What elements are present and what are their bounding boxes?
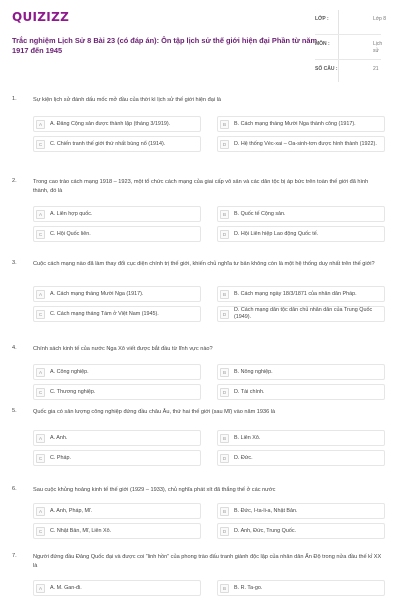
option-text: A. Công nghiệp. [50, 368, 89, 375]
meta-count-value: 21 [373, 66, 379, 72]
answer-option-b[interactable] [217, 364, 385, 380]
option-letter-badge: C [36, 527, 45, 536]
answer-option-c[interactable] [33, 384, 201, 400]
question-text: Sự kiện lịch sử đánh dấu mốc mở đầu của thời kì lịch sử thế giới hiện đại là [33, 97, 221, 103]
option-text: D. Đức. [234, 454, 253, 461]
option-text: D. Anh, Đức, Trung Quốc. [234, 527, 297, 534]
option-text: C. Hội Quốc liên. [50, 230, 91, 237]
meta-subject-label: MÔN : [315, 41, 330, 47]
option-letter-badge: D [220, 140, 229, 149]
answer-option-c[interactable] [33, 450, 201, 466]
answer-option-a[interactable] [33, 206, 201, 222]
answer-option-c[interactable] [33, 226, 201, 242]
meta-class-label: LỚP : [315, 16, 329, 22]
option-letter-badge: A [36, 120, 45, 129]
option-letter-badge: B [220, 290, 229, 299]
answer-option-c[interactable] [33, 523, 201, 539]
option-letter-badge: D [220, 230, 229, 239]
question-number: 4. [12, 345, 17, 351]
option-letter-badge: A [36, 584, 45, 593]
option-letter-badge: C [36, 230, 45, 239]
option-text: C. Nhật Bản, Mĩ, Liên Xô. [50, 527, 112, 534]
meta-class-value: Lớp 8 [373, 16, 387, 22]
option-letter-badge: A [36, 210, 45, 219]
option-letter-badge: D [220, 310, 229, 319]
answer-option-a[interactable] [33, 116, 201, 132]
question-number: 1. [12, 96, 17, 102]
option-letter-badge: A [36, 434, 45, 443]
answer-option-a[interactable] [33, 286, 201, 302]
option-text: A. Anh. [50, 434, 68, 441]
meta-subject-value: Lịch sử [373, 41, 383, 54]
option-text: C. Cách mạng tháng Tám ở Việt Nam (1945). [50, 310, 159, 317]
answer-option-d[interactable] [217, 306, 385, 322]
question-number: 2. [12, 178, 17, 184]
worksheet-title: Trắc nghiệm Lịch Sử 8 Bài 23 (có đáp án): Ôn tập lịch sử thế giới hiện đại Phần từ năm 1917 đến 1945 [12, 36, 318, 55]
option-letter-badge: B [220, 210, 229, 219]
answer-option-d[interactable] [217, 226, 385, 242]
meta-count-label: SỐ CÂU : [315, 66, 338, 72]
option-text: B. Đức, I-ta-li-a, Nhật Bản. [234, 507, 298, 514]
option-text: A. M. Gan-đi. [50, 584, 82, 591]
answer-option-b[interactable] [217, 503, 385, 519]
option-text: B. Cách mạng ngày 18/3/1871 của nhân dân Pháp. [234, 290, 357, 297]
option-letter-badge: A [36, 368, 45, 377]
answer-option-c[interactable] [33, 306, 201, 322]
question-text: Quốc gia có sản lượng công nghiệp đứng đầu châu Âu, thứ hai thế giới (sau Mĩ) vào năm 1936 là [33, 409, 276, 415]
option-letter-badge: C [36, 140, 45, 149]
answer-option-a[interactable] [33, 503, 201, 519]
question-number: 5. [12, 408, 17, 414]
option-text: A. Cách mạng tháng Mười Nga (1917). [50, 290, 144, 297]
answer-option-d[interactable] [217, 136, 385, 152]
option-text: B. R. Ta-go. [234, 584, 263, 591]
question-text: Chính sách kinh tế của nước Nga Xô viết được bắt đầu từ lĩnh vực nào? [33, 346, 213, 352]
option-text: A. Liên hợp quốc. [50, 210, 93, 217]
option-letter-badge: B [220, 120, 229, 129]
answer-option-a[interactable] [33, 364, 201, 380]
option-text: C. Chiến tranh thế giới thứ nhất bùng nổ (1914). [50, 140, 166, 147]
quizizz-logo: QUIZIZZ [12, 10, 70, 24]
answer-option-d[interactable] [217, 523, 385, 539]
answer-option-b[interactable] [217, 430, 385, 446]
answer-option-b[interactable] [217, 206, 385, 222]
option-text: D. Tài chính. [234, 388, 265, 395]
meta-divider [315, 34, 381, 35]
option-text: C. Thương nghiệp. [50, 388, 96, 395]
question-text: Người đứng đầu Đảng Quốc đại và được coi “linh hồn” của phong trào đấu tranh giành độc lập của nhân dân Ấn Độ trong nửa đầu thế kỉ XX là [33, 554, 382, 569]
question-number: 7. [12, 553, 17, 559]
meta-divider [315, 59, 381, 60]
answer-option-d[interactable] [217, 450, 385, 466]
answer-option-a[interactable] [33, 430, 201, 446]
option-text: B. Quốc tế Cộng sản. [234, 210, 286, 217]
option-text: B. Liên Xô. [234, 434, 261, 441]
option-letter-badge: B [220, 434, 229, 443]
option-letter-badge: D [220, 454, 229, 463]
option-letter-badge: D [220, 388, 229, 397]
worksheet-header [12, 10, 388, 82]
option-text: D. Cách mạng dân tộc dân chủ nhân dân của Trung Quốc (1949). [234, 307, 373, 320]
option-letter-badge: D [220, 527, 229, 536]
question-text: Sau cuộc khủng hoảng kinh tế thế giới (1929 – 1933), chủ nghĩa phát xít đã thắng thế ở các nước [33, 487, 276, 493]
answer-option-b[interactable] [217, 286, 385, 302]
option-letter-badge: A [36, 507, 45, 516]
option-text: B. Cách mạng tháng Mười Nga thành công (1917). [234, 120, 356, 127]
option-text: D. Hệ thống Véc-xai – Oa-sinh-tơn được hình thành (1922). [234, 140, 377, 147]
option-text: A. Anh, Pháp, Mĩ. [50, 507, 92, 514]
answer-option-b[interactable] [217, 580, 385, 596]
option-letter-badge: B [220, 368, 229, 377]
option-letter-badge: A [36, 290, 45, 299]
answer-option-d[interactable] [217, 384, 385, 400]
question-number: 3. [12, 260, 17, 266]
question-number: 6. [12, 486, 17, 492]
question-text: Trong cao trào cách mạng 1918 – 1923, một tổ chức cách mạng của giai cấp vô sản và các dân tộc bị áp bức trên toàn thế giới đã hình thành, đó là [33, 179, 369, 194]
answer-option-c[interactable] [33, 136, 201, 152]
option-text: D. Hội Liên hiệp Lao động Quốc tế. [234, 230, 319, 237]
option-letter-badge: B [220, 507, 229, 516]
meta-panel [315, 10, 388, 82]
question-text: Cuộc cách mạng nào đã làm thay đổi cục diện chính trị thế giới, khiến chủ nghĩa tư bản không còn là một hệ thống duy nhất trên thế giới? [33, 261, 375, 267]
option-letter-badge: C [36, 454, 45, 463]
option-text: A. Đảng Cộng sản được thành lập (tháng 3/1919). [50, 120, 171, 127]
option-letter-badge: B [220, 584, 229, 593]
answer-option-a[interactable] [33, 580, 201, 596]
option-text: C. Pháp. [50, 454, 71, 461]
option-text: B. Nông nghiệp. [234, 368, 273, 375]
answer-option-b[interactable] [217, 116, 385, 132]
option-letter-badge: C [36, 310, 45, 319]
option-letter-badge: C [36, 388, 45, 397]
